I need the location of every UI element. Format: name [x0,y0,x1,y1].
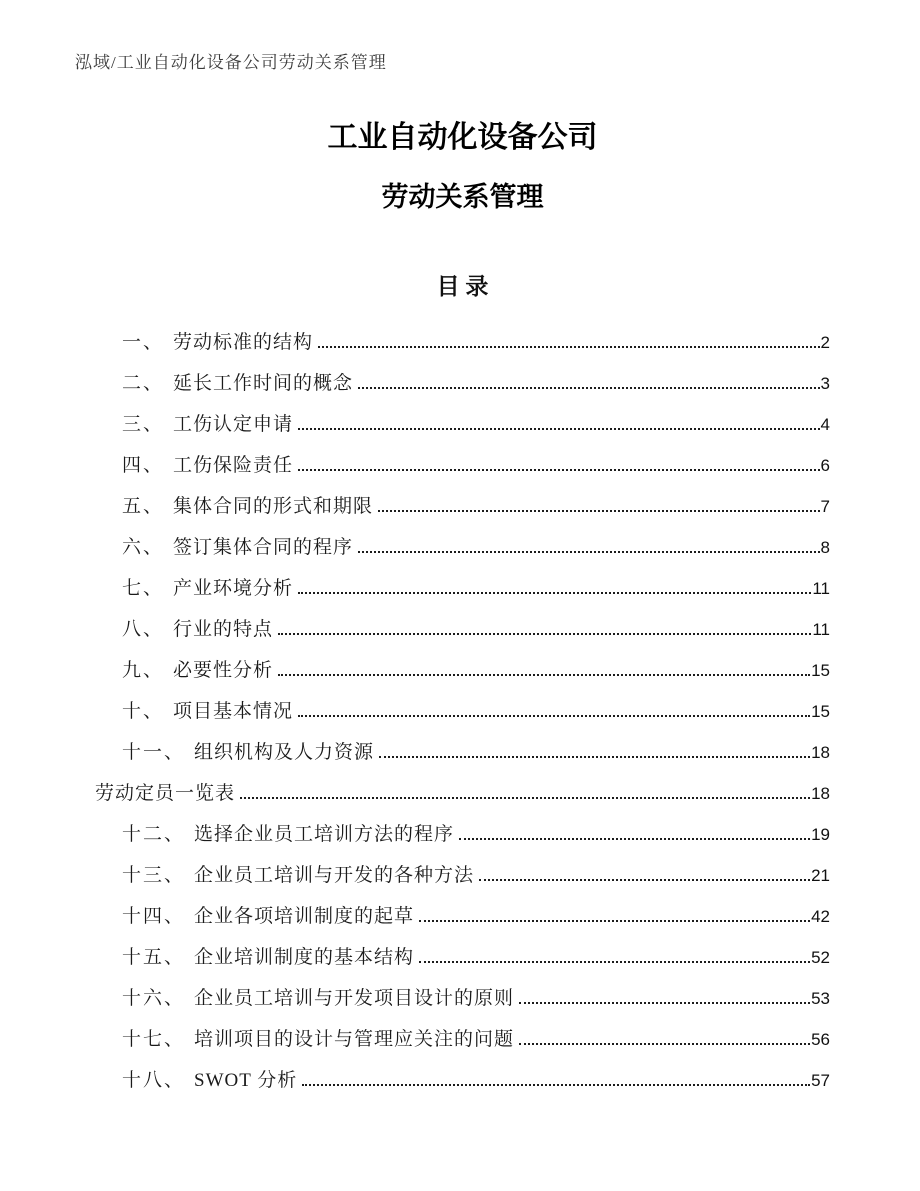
toc-dot-leader [358,387,820,389]
toc-page-number: 18 [811,784,830,803]
toc-dot-leader [419,920,810,922]
document-title-line2: 劳动关系管理 [381,182,544,212]
toc-page-number: 4 [820,415,830,434]
toc-page-number: 52 [811,948,830,967]
toc-entry-title: 培训项目的设计与管理应关注的问题 [194,1029,515,1050]
toc-dot-leader [479,879,810,881]
toc-entry-number: 九、 [122,660,165,681]
toc-page-number: 2 [820,333,830,352]
toc-dot-leader [298,428,820,430]
toc-entry-title: 劳动定员一览表 [95,783,236,804]
toc-entry-number: 六、 [122,537,165,558]
toc-entry-number: 十八、 [122,1070,186,1091]
toc-entry[interactable] [95,486,830,527]
toc-page-number: 15 [811,702,830,721]
toc-page-number: 6 [820,456,830,475]
toc-entry-number: 十二、 [122,824,186,845]
toc-entry-title: 工伤认定申请 [173,414,294,435]
toc-entry[interactable] [95,609,830,650]
toc-entry[interactable] [95,322,830,363]
toc-entry[interactable] [95,773,830,814]
toc-entry[interactable] [95,978,830,1019]
toc-entry-title: 行业的特点 [173,619,274,640]
toc-dot-leader [519,1043,810,1045]
toc-entry-number: 一、 [122,332,165,353]
toc-page-number: 11 [812,620,830,639]
toc-entry[interactable] [95,650,830,691]
toc-dot-leader [378,510,820,512]
toc-entry-number: 十一、 [122,742,186,763]
toc-entry-number: 四、 [122,455,165,476]
toc-entry-title: 企业员工培训与开发的各种方法 [194,865,475,886]
toc-page-number: 15 [811,661,830,680]
toc-entry-number: 三、 [122,414,165,435]
toc-page-number: 21 [811,866,830,885]
toc-entry[interactable] [95,527,830,568]
toc-entry-title: 工伤保险责任 [173,455,294,476]
toc-page-number: 8 [820,538,830,557]
toc-page-number: 42 [811,907,830,926]
toc-entry[interactable] [95,1060,830,1101]
toc-entry-number: 七、 [122,578,165,599]
toc-entry-number: 十四、 [122,906,186,927]
toc-entry-title: 集体合同的形式和期限 [173,496,374,517]
toc-list [95,322,830,1101]
toc-dot-leader [298,592,811,594]
toc-entry-title: 产业环境分析 [173,578,294,599]
toc-entry[interactable] [95,568,830,609]
toc-dot-leader [278,674,810,676]
toc-entry[interactable] [95,1019,830,1060]
toc-entry-number: 十三、 [122,865,186,886]
toc-entry[interactable] [95,691,830,732]
toc-entry-number: 八、 [122,619,165,640]
toc-dot-leader [419,961,810,963]
toc-entry[interactable] [95,445,830,486]
toc-page-number: 3 [820,374,830,393]
toc-entry-number: 十六、 [122,988,186,1009]
toc-dot-leader [298,469,820,471]
toc-page-number: 53 [811,989,830,1008]
toc-dot-leader [459,838,810,840]
toc-entry[interactable] [95,363,830,404]
toc-page-number: 56 [811,1030,830,1049]
toc-entry-title: 项目基本情况 [173,701,294,722]
toc-page-number: 11 [812,579,830,598]
toc-dot-leader [318,346,820,348]
toc-entry-title: 延长工作时间的概念 [173,373,354,394]
toc-entry[interactable] [95,404,830,445]
toc-heading: 目 录 [436,274,489,299]
toc-dot-leader [278,633,811,635]
toc-entry-number: 二、 [122,373,165,394]
toc-page-number: 7 [820,497,830,516]
toc-entry-title: 劳动标准的结构 [173,332,314,353]
toc-entry-title: 企业员工培训与开发项目设计的原则 [194,988,515,1009]
toc-page-number: 19 [811,825,830,844]
toc-entry-title: 签订集体合同的程序 [173,537,354,558]
toc-page-number: 57 [811,1071,830,1090]
toc-entry-number: 十、 [122,701,165,722]
toc-entry[interactable] [95,732,830,773]
toc-dot-leader [302,1084,810,1086]
page-header-text: 泓域/工业自动化设备公司劳动关系管理 [75,53,387,72]
document-title-line1: 工业自动化设备公司 [327,121,598,154]
toc-entry-number: 五、 [122,496,165,517]
toc-entry-title: 企业培训制度的基本结构 [194,947,415,968]
toc-dot-leader [298,715,810,717]
toc-entry[interactable] [95,814,830,855]
toc-entry-number: 十七、 [122,1029,186,1050]
toc-entry[interactable] [95,937,830,978]
toc-dot-leader [240,797,810,799]
toc-entry-title: 选择企业员工培训方法的程序 [194,824,455,845]
toc-entry-title: 企业各项培训制度的起草 [194,906,415,927]
toc-dot-leader [519,1002,810,1004]
toc-entry-title: 组织机构及人力资源 [194,742,375,763]
toc-entry-title: SWOT 分析 [194,1070,298,1091]
toc-entry-title: 必要性分析 [173,660,274,681]
toc-dot-leader [358,551,820,553]
toc-dot-leader [379,756,810,758]
toc-entry-number: 十五、 [122,947,186,968]
toc-entry[interactable] [95,855,830,896]
toc-entry[interactable] [95,896,830,937]
toc-page-number: 18 [811,743,830,762]
